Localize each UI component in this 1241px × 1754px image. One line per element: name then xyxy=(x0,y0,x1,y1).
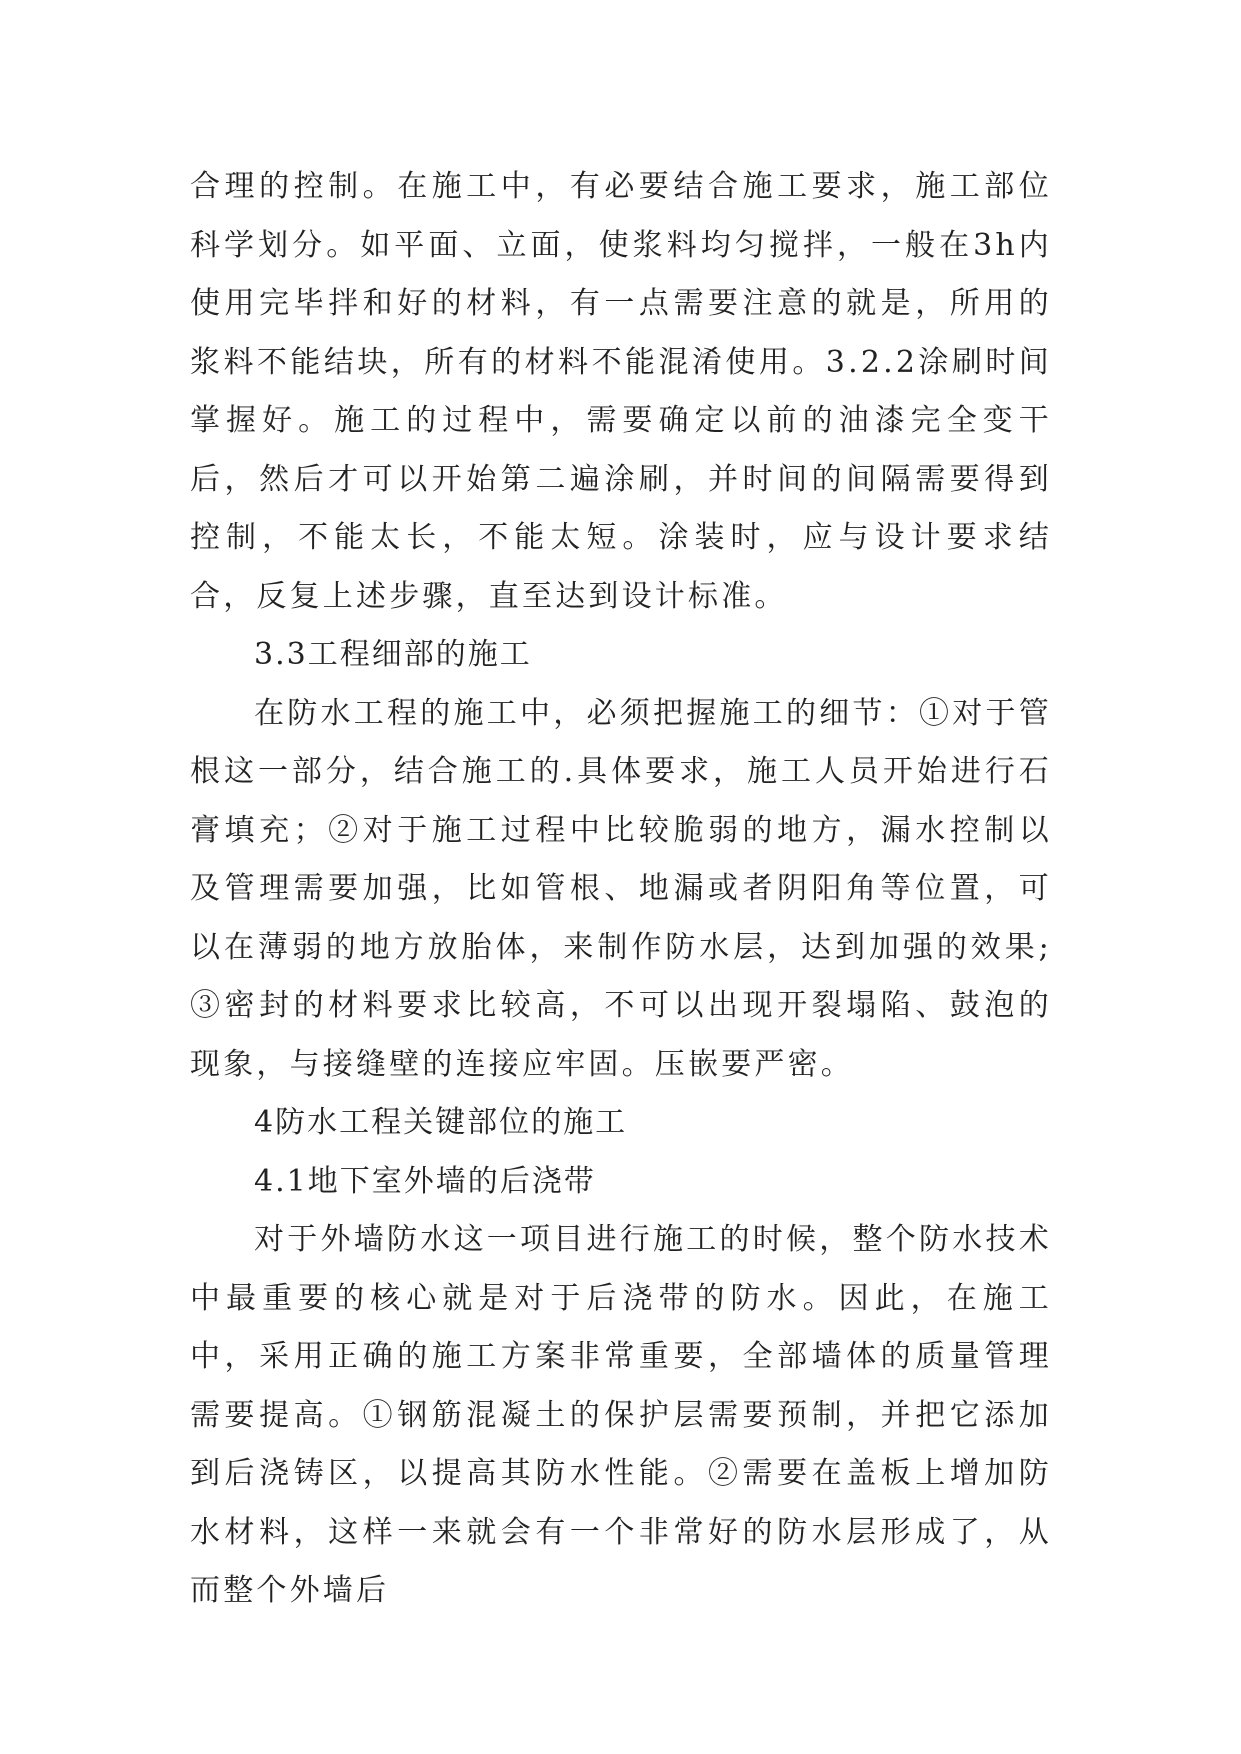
document-page xyxy=(190,158,1052,1621)
paragraph-body: 合理的控制。在施工中，有必要结合施工要求，施工部位科学划分。如平面、立面，使浆料均匀搅拌，一般在3h内使用完毕拌和好的材料，有一点需要注意的就是，所用的浆料不能结块，所有的材料不能混淆使用。3.2.2涂刷时间掌握好。施工的过程中，需要确定以前的油漆完全变干后，然后才可以开始第二遍涂刷，并时间的间隔需要得到控制，不能太长，不能太短。涂装时，应与设计要求结合，反复上述步骤，直至达到设计标准。 xyxy=(190,169,1052,614)
section-heading: 3.3工程细部的施工 xyxy=(254,637,532,672)
paragraph-body: 对于外墙防水这一项目进行施工的时候，整个防水技术中最重要的核心就是对于后浇带的防水。因此，在施工中，采用正确的施工方案非常重要，全部墙体的质量管理需要提高。①钢筋混凝土的保护层需要预制，并把它添加到后浇铸区，以提高其防水性能。②需要在盖板上增加防水材料，这样一来就会有一个非常好的防水层形成了，从而整个外墙后 xyxy=(190,1222,1052,1608)
paragraph-body: 在防水工程的施工中，必须把握施工的细节：①对于管根这一部分，结合施工的.具体要求，施工人员开始进行石膏填充；②对于施工过程中比较脆弱的地方，漏水控制以及管理需要加强，比如管根、地漏或者阴阳角等位置，可以在薄弱的地方放胎体，来制作防水层，达到加强的效果;③密封的材料要求比较高，不可以出现开裂塌陷、鼓泡的现象，与接缝壁的连接应牢固。压嵌要严密。 xyxy=(190,695,1052,1082)
subsection-heading: 4.1地下室外墙的后浇带 xyxy=(254,1163,596,1199)
section-heading: 4防水工程关键部位的施工 xyxy=(254,1105,628,1140)
